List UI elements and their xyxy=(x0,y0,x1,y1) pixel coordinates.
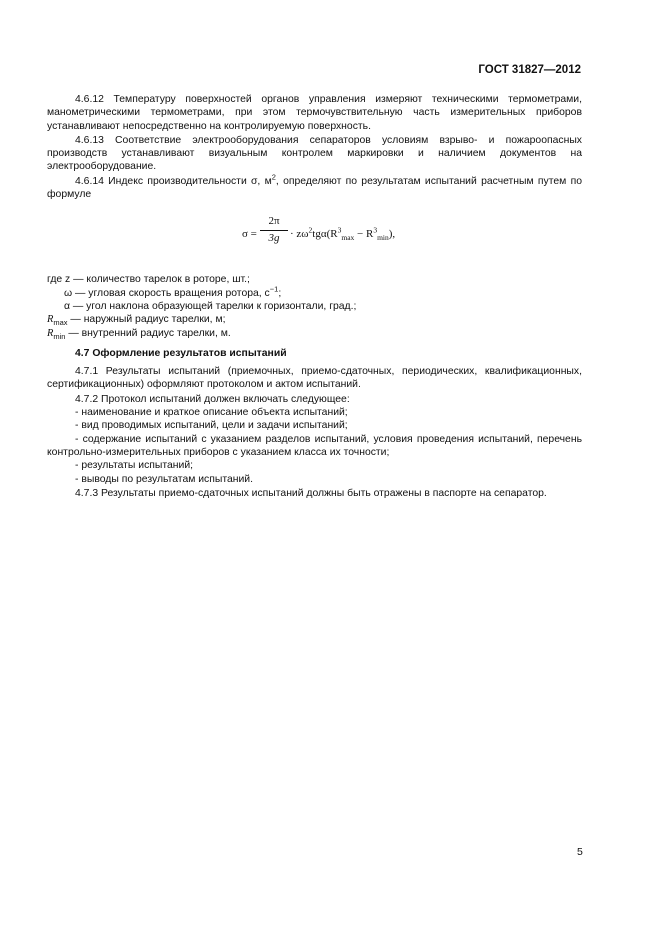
list-item: - наименование и краткое описание объекта испытаний; xyxy=(75,407,348,419)
definition-rmin-sub: min xyxy=(53,331,66,341)
list-item: - вид проводимых испытаний, цели и задачи испытаний; xyxy=(75,420,348,432)
formula-rhs-c: − R xyxy=(354,228,374,241)
definition-rmin xyxy=(47,327,582,340)
definition-rmin-text: — внутренний радиус тарелки, м. xyxy=(65,327,231,339)
definition-rmax-text: — наружный радиус тарелки, м; xyxy=(67,314,226,326)
page-number: 5 xyxy=(577,846,583,858)
definition-omega-text: ω — угловая скорость вращения ротора, с xyxy=(64,287,270,299)
paragraph-4-6-13: 4.6.13 Соответствие электрооборудования сепараторов условиям взрыво- и пожароопасных производств устанавливают визуальным контролем маркировки и наличием документов на электрооборудование. xyxy=(47,134,582,173)
paragraph-4-6-14-text: 4.6.14 Индекс производительности σ, м xyxy=(75,175,272,187)
paragraph-4-7-1: 4.7.1 Результаты испытаний (приемочных, приемо-сдаточных, периодических, квалификационных, сертификационных) оформляют протоколом и актом испытаний. xyxy=(47,366,582,391)
list-item: - содержание испытаний с указанием разделов испытаний, условия проведения испытаний, перечень контрольно-измерительных приборов с указанием класса их точности; xyxy=(47,433,582,458)
paragraph-4-6-12: 4.6.12 Температуру поверхностей органов управления измеряют техническими термометрами, манометрическими термометрами, при этом термочувствительную часть измерительных приборов устанавливают непосредственно на контролируемую поверхность. xyxy=(47,94,582,132)
formula-rhs-b: tgα(R xyxy=(312,228,338,241)
definition-alpha: α — угол наклона образующей тарелки к горизонтали, град.; xyxy=(64,300,357,312)
definition-rmin-symbol: R xyxy=(47,327,54,339)
document-header: ГОСТ 31827—2012 xyxy=(478,64,581,76)
definition-z: где z — количество тарелок в роторе, шт.; xyxy=(47,274,250,286)
formula-rhs-a: · zω xyxy=(290,228,309,241)
paragraph-4-6-14-text-end: , определяют по результатам испытаний расчетным путем по формуле xyxy=(47,175,582,201)
formula-rhs-d: ), xyxy=(388,228,396,241)
list-item: - результаты испытаний; xyxy=(75,460,194,472)
definition-omega-end: ; xyxy=(278,287,282,299)
section-heading-4-7: 4.7 Оформление результатов испытаний xyxy=(75,347,287,359)
formula-rhs-sub2: max xyxy=(341,233,355,243)
formula-definitions xyxy=(47,273,582,339)
formula-lhs: σ = xyxy=(242,228,257,241)
formula-fraction xyxy=(260,215,288,245)
formula-rhs-sup2: 3 xyxy=(337,225,342,235)
definition-rmax-symbol: R xyxy=(47,314,54,326)
formula-rhs-sub3: min xyxy=(377,233,389,243)
paragraph-4-7-3: 4.7.3 Результаты приемо-сдаточных испытаний должны быть отражены в паспорте на сепаратор. xyxy=(75,487,547,499)
definition-omega-sup: −1 xyxy=(269,284,279,294)
paragraph-4-6-14-sup: 2 xyxy=(271,172,276,182)
formula-rhs xyxy=(290,225,396,243)
formula-rhs-sup1: 2 xyxy=(308,225,313,235)
paragraph-4-6-14 xyxy=(47,172,582,202)
productivity-formula xyxy=(47,215,582,255)
page-content xyxy=(47,93,582,500)
formula-numerator: 2π xyxy=(260,215,288,230)
definition-rmax-sub: max xyxy=(53,318,68,328)
definition-omega xyxy=(47,284,582,300)
definition-rmax xyxy=(47,313,582,326)
formula-rhs-sup3: 3 xyxy=(373,225,378,235)
formula-denominator: 3g xyxy=(268,231,280,244)
list-item: - выводы по результатам испытаний. xyxy=(75,473,253,485)
paragraph-4-7-2: 4.7.2 Протокол испытаний должен включать следующее: xyxy=(75,393,350,405)
